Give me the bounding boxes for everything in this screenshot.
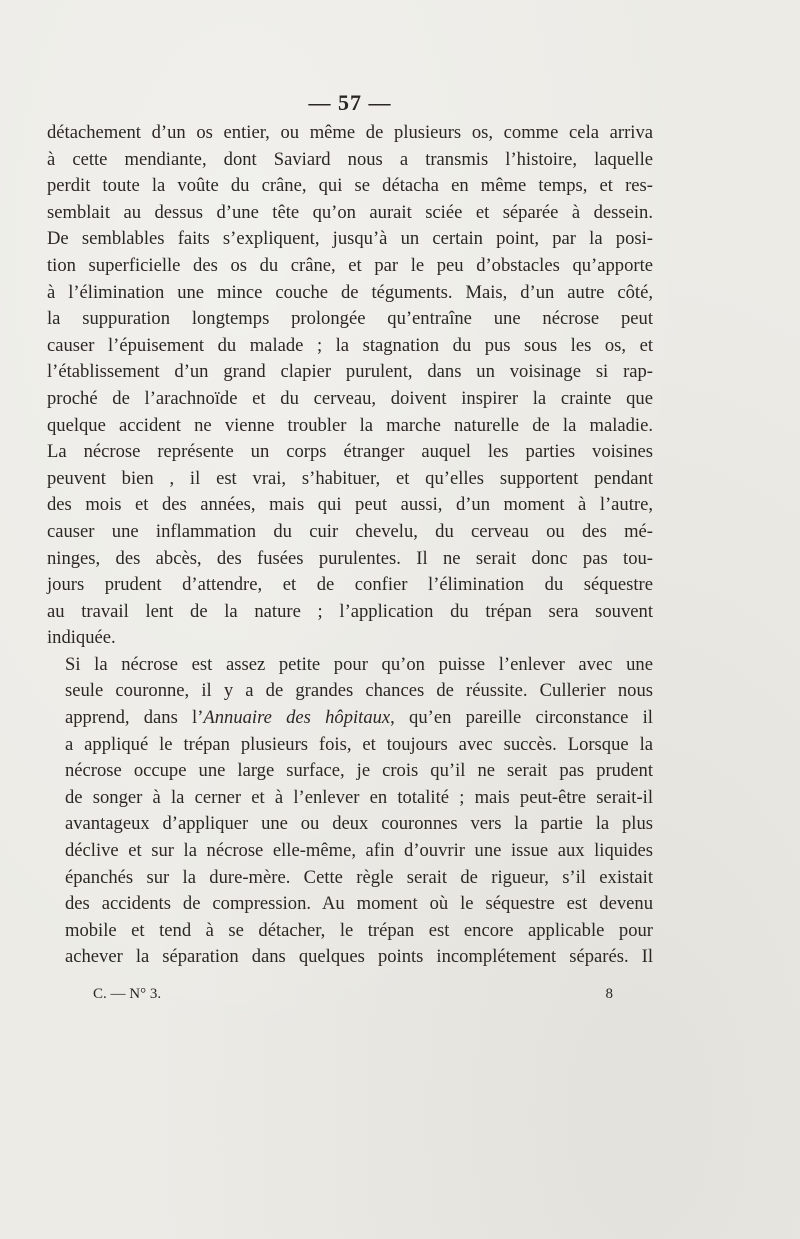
text-line: épanchés sur la dure-mère. Cette règle serait de rigueur, s’il existait	[65, 866, 653, 888]
text-line: achever la séparation dans quelques points incomplétement séparés. Il	[65, 946, 653, 968]
text-line: au travail lent de la nature ; l’application du trépan sera souvent	[47, 600, 653, 622]
text-line: jours prudent d’attendre, et de confier l’élimination du séquestre	[47, 574, 653, 596]
text-line: déclive et sur la nécrose elle-même, afin d’ouvrir une issue aux liquides	[65, 840, 653, 862]
page-number: — 57 —	[308, 90, 392, 115]
text-line: tion superficielle des os du crâne, et par le peu d’obstacles qu’apporte	[47, 254, 653, 276]
text-line: détachement d’un os entier, ou même de plusieurs os, comme cela arriva	[47, 122, 653, 143]
text-line: de songer à la cerner et à l’enlever en totalité ; mais peut-être serait-il	[65, 786, 653, 808]
text-line: l’établissement d’un grand clapier purulent, dans un voisinage si rap-	[47, 361, 653, 383]
paragraph-1	[47, 120, 653, 652]
book-title: Annuaire des hôpitaux	[203, 707, 391, 729]
text-line: Si la nécrose est assez petite pour qu’on puisse l’enlever avec une	[65, 653, 653, 675]
text-line: a appliqué le trépan plusieurs fois, et toujours avec succès. Lorsque la	[65, 733, 653, 755]
text-line: la suppuration longtemps prolongée qu’entraîne une nécrose peut	[47, 308, 653, 330]
text-line: nécrose occupe une large surface, je crois qu’il ne serait pas prudent	[65, 760, 653, 782]
text-line: indiquée.	[47, 627, 116, 649]
text-line: proché de l’arachnoïde et du cerveau, doivent inspirer la crainte que	[47, 387, 653, 409]
text-line: causer une inflammation du cuir chevelu, du cerveau ou des mé-	[47, 520, 653, 542]
text-line: à l’élimination une mince couche de téguments. Mais, d’un autre côté,	[47, 281, 653, 303]
text-line: seule couronne, il y a de grandes chances de réussite. Cullerier nous	[65, 680, 653, 702]
body-text	[47, 120, 653, 971]
text-line: des accidents de compression. Au moment où le séquestre est devenu	[65, 893, 653, 915]
text-line: apprend, dans l’Annuaire des hôpitaux, qu’en pareille circonstance il	[65, 707, 653, 729]
sheet-number: 8	[605, 986, 613, 1002]
text-line: avantageux d’appliquer une ou deux couronnes vers la partie la plus	[65, 813, 653, 835]
text-line: perdit toute la voûte du crâne, qui se détacha en même temps, et res-	[47, 175, 653, 197]
signature-mark: C. — N° 3.	[93, 986, 162, 1002]
text-line: semblait au dessus d’une tête qu’on aurait sciée et séparée à dessein.	[47, 201, 653, 223]
text-line: des mois et des années, mais qui peut aussi, d’un moment à l’autre,	[47, 494, 653, 516]
text-line: quelque accident ne vienne troubler la marche naturelle de la maladie.	[47, 414, 653, 436]
paragraph-2	[47, 652, 653, 971]
text-line: La nécrose représente un corps étranger auquel les parties voisines	[47, 441, 653, 463]
text-line: mobile et tend à se détacher, le trépan est encore applicable pour	[65, 919, 653, 941]
text-line: à cette mendiante, dont Saviard nous a transmis l’histoire, laquelle	[47, 148, 653, 170]
text-line: De semblables faits s’expliquent, jusqu’à un certain point, par la posi-	[47, 228, 653, 250]
text-line: ninges, des abcès, des fusées purulentes. Il ne serait donc pas tou-	[47, 547, 653, 569]
text-line: causer l’épuisement du malade ; la stagnation du pus sous les os, et	[47, 334, 653, 356]
text-line: peuvent bien , il est vrai, s’habituer, et qu’elles supportent pendant	[47, 467, 653, 489]
